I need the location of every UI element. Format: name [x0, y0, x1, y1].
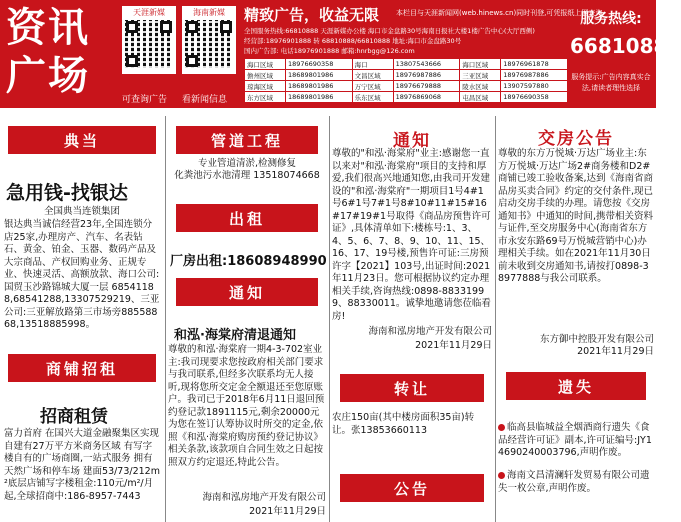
column-4 [496, 116, 656, 522]
header-info [244, 4, 603, 104]
engineering-line-1: 专业管道清淤,检测修复 [197, 158, 297, 169]
phone-number[interactable]: 18976869068 [393, 92, 460, 103]
delivery-date: 2021年11月29日 [577, 346, 654, 357]
qr-code-1[interactable] [122, 6, 176, 74]
section-header-rent: 出租 [176, 204, 318, 232]
pawn-subtitle: 全国典当连锁集团 [43, 206, 120, 217]
phone-table [244, 58, 568, 103]
header-line: 国内广告部: 电话18976901888 邮箱:hnrbgg@126.com [244, 47, 415, 55]
notice-signer: 海南和泓房地产开发有限公司 [202, 492, 326, 503]
section-header-delivery: 交房公告 [502, 122, 650, 150]
phone-number[interactable]: 18976690358 [285, 59, 352, 70]
phone-region: 屯昌区域 [460, 92, 501, 103]
phone-region: 乐东区域 [352, 92, 393, 103]
lease-body: 富力首府 在国兴大道金融聚集区实现自建有27万平方米商务区域 有写字楼自有的广场商圈,一站式服务 拥有天然广场和停车场 建面53/73/212m²底层店铺写字楼租金:110元/m²/月起,全球招商中:186-8957-7443 [4, 428, 160, 502]
qr-code-icon [125, 20, 173, 68]
section-header-lost: 遗失 [506, 372, 646, 400]
slogan-note: 本栏目与天涯新闻网(web.hinews.cn)同时刊登,可凭报纸上网查询 [396, 9, 603, 17]
transfer-body: 农庄150亩(其中楼房面积35亩)转让。张13853660113 [332, 412, 475, 436]
phone-number[interactable]: 18689801986 [285, 81, 352, 92]
slogan: 精致广告，收益无限 [244, 6, 380, 24]
header-line: 经营部:18976901888 转 68810888/66810888 地址:海口市金盘路30号 [244, 37, 462, 45]
phone-row [245, 59, 568, 70]
lease-title: 招商租赁 [40, 407, 108, 427]
qr-code-icon [185, 20, 233, 68]
brand-line-1: 资讯 [6, 4, 90, 51]
phone-region: 琼海区域 [245, 81, 286, 92]
pawn-body: 银达典当诚信经营23年,全国连锁分店25家,办理房产、汽车、名表钻石、黄金、铂金、玉器、数码产品及大宗商品、产权回购业务、正规专业、快速灵活、高额放款、海口公司:国贸玉沙路锦城大厦一层 68541188,68541288,13307529219、三亚公司:三亚解放路第三市场旁88558868,13518885998。 [4, 219, 160, 330]
section-header-transfer: 转让 [340, 374, 484, 402]
section-header-announcement: 公告 [340, 474, 484, 502]
section-header-notice: 通知 [176, 278, 318, 306]
hotline-note: 服务提示:广告内容真实合法,请读者理性选择 [571, 73, 651, 92]
phone-number[interactable]: 18976987886 [501, 70, 568, 81]
phone-number[interactable]: 18976690358 [501, 92, 568, 103]
phone-region: 海口 [352, 59, 393, 70]
lost-item-1 [498, 422, 654, 460]
hotline-label: 服务热线: [580, 11, 642, 27]
section-header-notice-2: 通知 [340, 124, 484, 152]
lost-item-2-text: 海南文昌清澜轩发贸易有限公司遗失一枚公章,声明作废。 [498, 470, 650, 494]
bullet-icon [498, 472, 505, 479]
qr-code-2[interactable] [182, 6, 236, 74]
phone-row [245, 81, 568, 92]
phone-region: 东方区域 [245, 92, 286, 103]
rent-text: 厂房出租:18608948990 [170, 254, 327, 269]
notice-signer-2: 海南和泓房地产开发有限公司 [368, 326, 492, 337]
notice-body-2: 尊敬的"和泓·海棠府"业主:感谢您一直以来对"和泓·海棠府"项目的支持和厚爱,我们很高兴地通知您,由我司开发建设的"和泓·海棠府"一期项目1号4#1号6#1号7#1号8#10#11#15#16#17#19#1号取得《商品房预售许可证》,具体清单如下:楼栋号:1、3、4、5、6、7、8、9、10、11、15、16、17、19号楼,预售许可证:三房预许字【2021】103号,出证时间:2021年11月23日。您可根据协议约定办理相关手续,咨询热线:0898-88331999、88330011。诚挚地邀请您莅临看房! [332, 148, 491, 322]
qr-label-1: 可查询广告 [122, 95, 168, 105]
phone-number[interactable]: 18689801986 [285, 92, 352, 103]
lost-item-1-text: 临高县临城益全烟酒商行遗失《食品经营许可证》副本,许可证编号:JY14690240003796,声明作废。 [498, 422, 652, 458]
header-banner [0, 0, 681, 108]
phone-row [245, 92, 568, 103]
phone-region: 三亚区域 [460, 70, 501, 81]
delivery-body: 尊敬的东方万悦城·万达广场业主:东方万悦城·万达广场2#商务楼和D2#商铺已竣工验收备案,达到《海南省商品房买卖合同》约定的交付条件,现已启动交房手续的办理。请您按《交房通知书》中通知的时间,携带相关资料与证件,至交房服务中心(海南省东方市永安东路69号万悦城营销中心)办理相关手续。如在2021年11月30日前未收到交房通知书,请按打0898-38977888与我公司联系。 [498, 148, 654, 284]
notice-body: 尊敬的和泓·海棠府一期4-3-702室业主:我司现要求您按政府相关部门要求与我司联系,但经多次联系均无人接听,现将您所交定金全额退还至您原账户。我司已于2018年6月11日退回预约登记款1891115元,剩余20000元为您在签订认筹协议时所交的定金,依照《和泓·海棠府购房预约登记协议》相关条款,该款项自合同生效之日起按照双方约定退还,特此公告。 [168, 344, 325, 468]
notice-date-2: 2021年11月29日 [415, 340, 492, 351]
qr-caption: 天涯新媒 [133, 8, 165, 17]
header-line: 全国服务热线:66810888 天涯新媒办公楼 海口市金盘路30号海南日报社大楼1楼广告中心(大厅西侧) [244, 27, 535, 35]
phone-number[interactable]: 18976961878 [501, 59, 568, 70]
column-1 [0, 116, 164, 522]
hotline-number[interactable]: 66810888 [570, 34, 681, 58]
phone-row [245, 70, 568, 81]
phone-number[interactable]: 18689801986 [285, 70, 352, 81]
phone-region: 海口区域 [460, 59, 501, 70]
section-header-engineering: 管道工程 [176, 126, 318, 154]
hotline-box [570, 8, 681, 58]
phone-region: 文昌区域 [352, 70, 393, 81]
qr-caption: 海南新媒 [193, 8, 225, 17]
phone-number[interactable]: 13807543666 [393, 59, 460, 70]
notice-date: 2021年11月29日 [249, 506, 326, 517]
notice-title: 和泓·海棠府清退通知 [174, 328, 296, 343]
section-header-lease: 商铺招租 [8, 354, 156, 382]
engineering-line-2: 化粪池污水池清理 13518074668 [174, 170, 320, 181]
brand-line-2: 广场 [6, 52, 90, 99]
pawn-title: 急用钱-找银达 [6, 182, 128, 204]
column-2 [166, 116, 328, 522]
phone-region: 海口区域 [245, 59, 286, 70]
lost-item-2 [498, 470, 654, 495]
phone-region: 万宁区域 [352, 81, 393, 92]
delivery-signer: 东方御中控股开发有限公司 [539, 334, 654, 345]
column-3 [330, 116, 494, 522]
bullet-icon [498, 424, 505, 431]
qr-label-2: 看新闻信息 [182, 95, 228, 105]
brand-logo [6, 4, 116, 104]
phone-region: 儋州区域 [245, 70, 286, 81]
phone-number[interactable]: 18976987886 [393, 70, 460, 81]
phone-region: 陵水区域 [460, 81, 501, 92]
phone-number[interactable]: 18976679888 [393, 81, 460, 92]
section-header-pawn: 典当 [8, 126, 156, 154]
phone-number[interactable]: 13907597880 [501, 81, 568, 92]
